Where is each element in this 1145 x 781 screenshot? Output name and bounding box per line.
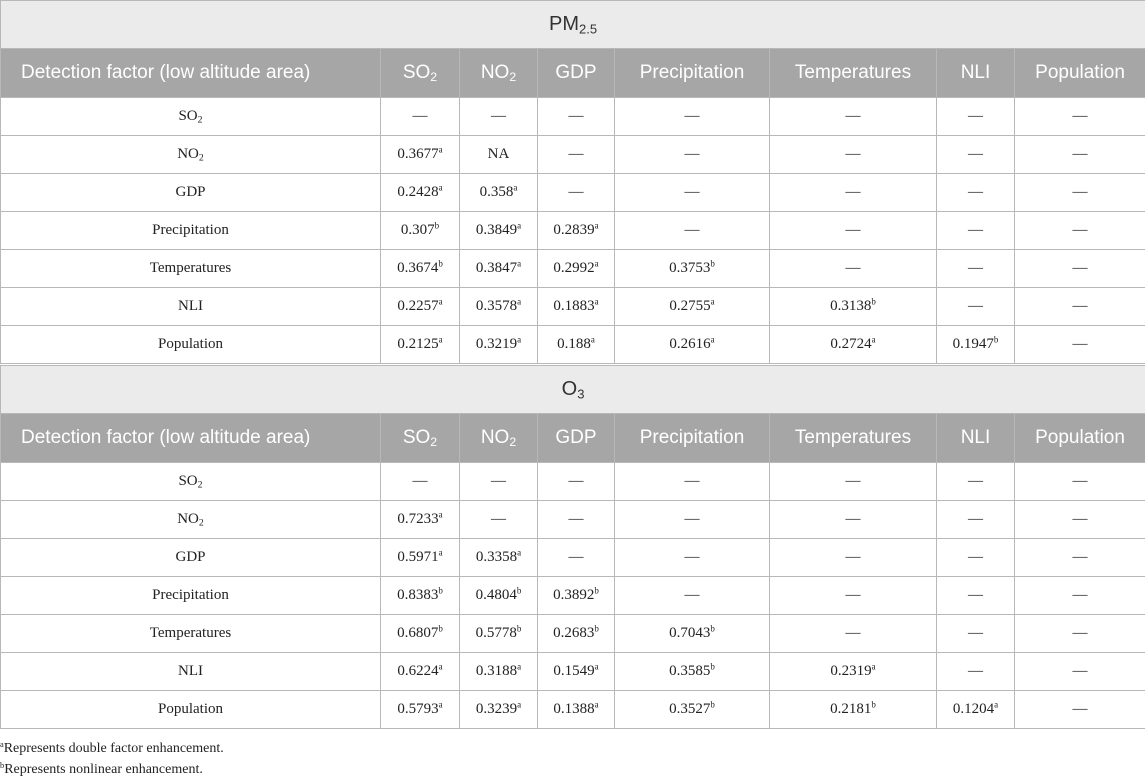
table-cell: — (538, 463, 615, 501)
table-cell: — (770, 501, 937, 539)
table-row (1, 577, 1145, 615)
table-cell: — (937, 136, 1015, 174)
column-header: $NO_2$ (460, 414, 538, 463)
table-cell: 0.188$^a$ (538, 326, 615, 364)
table-title: $PM_{2.5}$ (1, 1, 1145, 49)
column-header: $SO_2$ (381, 414, 460, 463)
table-cell: 0.8383$^b$ (381, 577, 460, 615)
table-cell: — (460, 501, 538, 539)
column-header: Population (1015, 49, 1145, 98)
row-label: $NO_2$ (1, 136, 381, 174)
table-title-row (1, 366, 1145, 414)
footnotes (0, 738, 1145, 780)
row-label: GDP (1, 174, 381, 212)
table-row (1, 615, 1145, 653)
table-row (1, 212, 1145, 250)
row-label: Population (1, 691, 381, 729)
table-cell: 0.1883$^a$ (538, 288, 615, 326)
table-cell: — (615, 501, 770, 539)
table-cell: — (770, 463, 937, 501)
table-cell: 0.358$^a$ (460, 174, 538, 212)
table-cell: 0.5778$^b$ (460, 615, 538, 653)
table-cell: — (937, 250, 1015, 288)
table-cell: 0.307$^b$ (381, 212, 460, 250)
table-row (1, 539, 1145, 577)
table-cell: — (937, 577, 1015, 615)
row-label: NLI (1, 653, 381, 691)
table-cell: 0.2257$^a$ (381, 288, 460, 326)
row-label: $NO_2$ (1, 501, 381, 539)
table-row (1, 98, 1145, 136)
row-label: NLI (1, 288, 381, 326)
table-cell: 0.4804$^b$ (460, 577, 538, 615)
table-cell: 0.3138$^b$ (770, 288, 937, 326)
table-cell: 0.3849$^a$ (460, 212, 538, 250)
row-label: Precipitation (1, 212, 381, 250)
row-label: GDP (1, 539, 381, 577)
table-cell: — (937, 501, 1015, 539)
table-cell: — (460, 463, 538, 501)
table-cell: — (937, 98, 1015, 136)
table-cell: 0.3219$^a$ (460, 326, 538, 364)
table-cell: 0.2125$^a$ (381, 326, 460, 364)
table-cell: 0.1388$^a$ (538, 691, 615, 729)
row-label: Temperatures (1, 615, 381, 653)
table-row (1, 463, 1145, 501)
table-cell: — (1015, 615, 1145, 653)
table-cell: — (1015, 212, 1145, 250)
table-cell: — (770, 250, 937, 288)
table-cell: — (1015, 577, 1145, 615)
table-cell: 0.3892$^b$ (538, 577, 615, 615)
row-label: $SO_2$ (1, 463, 381, 501)
table-cell: — (1015, 250, 1145, 288)
table-cell: — (770, 174, 937, 212)
table-cell: — (1015, 463, 1145, 501)
table-cell: — (937, 463, 1015, 501)
table-title-row (1, 1, 1145, 49)
table-cell: — (538, 501, 615, 539)
table-cell: 0.2839$^a$ (538, 212, 615, 250)
table-cell: 0.2319$^a$ (770, 653, 937, 691)
table-cell: — (1015, 326, 1145, 364)
table-cell: — (937, 615, 1015, 653)
table-cell: NA (460, 136, 538, 174)
table-cell: — (1015, 653, 1145, 691)
row-label: Precipitation (1, 577, 381, 615)
table-cell: — (770, 212, 937, 250)
column-header: Detection factor (low altitude area) (1, 49, 381, 98)
table-row (1, 136, 1145, 174)
table-cell: — (538, 98, 615, 136)
table-cell: — (1015, 136, 1145, 174)
column-header: NLI (937, 49, 1015, 98)
column-header: Precipitation (615, 49, 770, 98)
table-cell: — (381, 463, 460, 501)
table-cell: 0.1549$^a$ (538, 653, 615, 691)
header-row (1, 49, 1145, 98)
table-cell: — (615, 212, 770, 250)
o3-table (0, 365, 1145, 729)
table-cell: — (770, 615, 937, 653)
table-cell: 0.3188$^a$ (460, 653, 538, 691)
table-cell: 0.6807$^b$ (381, 615, 460, 653)
table-cell: 0.7233$^a$ (381, 501, 460, 539)
table-cell: — (1015, 501, 1145, 539)
table-cell: — (770, 98, 937, 136)
table-cell: — (1015, 288, 1145, 326)
table-cell: — (937, 212, 1015, 250)
table-cell: — (538, 539, 615, 577)
table-cell: 0.2616$^a$ (615, 326, 770, 364)
table-cell: — (615, 577, 770, 615)
column-header: $NO_2$ (460, 49, 538, 98)
table-cell: — (381, 98, 460, 136)
footnote: $^a$Represents double factor enhancement. (0, 739, 224, 756)
table-cell: 0.2428$^a$ (381, 174, 460, 212)
table-cell: — (615, 98, 770, 136)
header-row (1, 414, 1145, 463)
table-cell: 0.5793$^a$ (381, 691, 460, 729)
column-header: $SO_2$ (381, 49, 460, 98)
table-cell: — (538, 174, 615, 212)
table-cell: — (615, 136, 770, 174)
table-cell: 0.3585$^b$ (615, 653, 770, 691)
table-row (1, 174, 1145, 212)
table-cell: 0.1947$^b$ (937, 326, 1015, 364)
table-cell: — (615, 174, 770, 212)
table-row (1, 288, 1145, 326)
table-row (1, 250, 1145, 288)
table-cell: — (770, 577, 937, 615)
row-label: Population (1, 326, 381, 364)
table-cell: — (1015, 174, 1145, 212)
table-cell: 0.1204$^a$ (937, 691, 1015, 729)
table-cell: 0.2992$^a$ (538, 250, 615, 288)
column-header: Temperatures (770, 414, 937, 463)
column-header: GDP (538, 414, 615, 463)
table-cell: — (460, 98, 538, 136)
table-cell: 0.5971$^a$ (381, 539, 460, 577)
table-cell: 0.2724$^a$ (770, 326, 937, 364)
table-cell: — (1015, 539, 1145, 577)
column-header: GDP (538, 49, 615, 98)
table-cell: 0.3847$^a$ (460, 250, 538, 288)
table-cell: — (538, 136, 615, 174)
table-cell: — (770, 539, 937, 577)
table-cell: — (1015, 691, 1145, 729)
column-header: NLI (937, 414, 1015, 463)
table-cell: 0.2683$^b$ (538, 615, 615, 653)
table-row (1, 691, 1145, 729)
row-label: $SO_2$ (1, 98, 381, 136)
table-row (1, 326, 1145, 364)
table-cell: 0.2755$^a$ (615, 288, 770, 326)
table-cell: — (615, 539, 770, 577)
table-cell: — (615, 463, 770, 501)
column-header: Temperatures (770, 49, 937, 98)
table-cell: 0.3358$^a$ (460, 539, 538, 577)
table-row (1, 501, 1145, 539)
row-label: Temperatures (1, 250, 381, 288)
pm25-table (0, 0, 1145, 364)
table-cell: — (937, 539, 1015, 577)
table-cell: 0.3677$^a$ (381, 136, 460, 174)
table-title: $O_3$ (1, 366, 1145, 414)
table-cell: 0.3674$^b$ (381, 250, 460, 288)
table-cell: 0.3753$^b$ (615, 250, 770, 288)
footnote: $^b$Represents nonlinear enhancement. (0, 760, 203, 777)
table-cell: 0.3527$^b$ (615, 691, 770, 729)
column-header: Population (1015, 414, 1145, 463)
table-cell: 0.3239$^a$ (460, 691, 538, 729)
table-cell: — (1015, 98, 1145, 136)
table-cell: 0.3578$^a$ (460, 288, 538, 326)
table-cell: 0.6224$^a$ (381, 653, 460, 691)
table-cell: — (937, 288, 1015, 326)
column-header: Detection factor (low altitude area) (1, 414, 381, 463)
table-cell: — (770, 136, 937, 174)
table-cell: 0.7043$^b$ (615, 615, 770, 653)
column-header: Precipitation (615, 414, 770, 463)
table-cell: 0.2181$^b$ (770, 691, 937, 729)
table-cell: — (937, 653, 1015, 691)
table-row (1, 653, 1145, 691)
table-cell: — (937, 174, 1015, 212)
